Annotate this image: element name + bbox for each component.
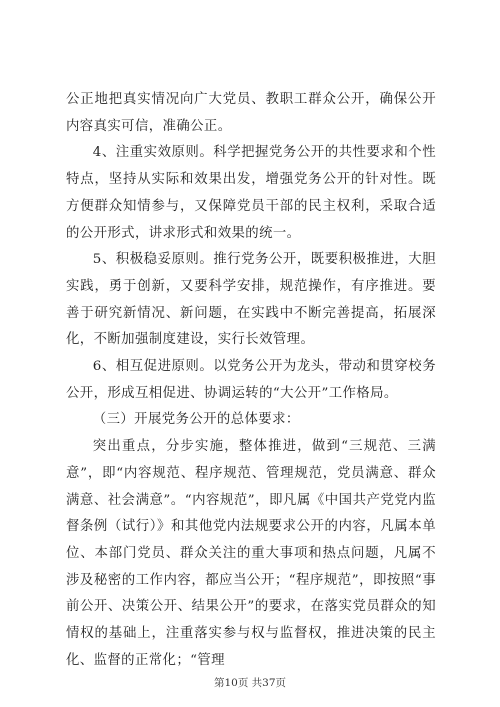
paragraph-overall-requirements: 突出重点，分步实施，整体推进，做到“三规范、三满意”，即“内容规范、程序规范、管理规范，党员满意、群众满意、社会满意”。“内容规范”，即凡属《中国共产党党内监督条例（试行）》和其他党内法规要求公开的内容，凡属本单位、本部门党员、群众关注的重大事项和热点问题，凡属不涉及秘密的工作内容，都应当公开；“程序规范”，即按照“事前公开、决策公开、结果公开”的要求，在落实党员群众的知情权的基础上，注重落实参与权与监督权，推进决策的民主化、监督的正常化；“管理 bbox=[66, 439, 436, 668]
document-body bbox=[66, 87, 436, 674]
paragraph-principle-4: 4、注重实效原则。科学把握党务公开的共性要求和个性特点，坚持从实际和效果出发，增强党务公开的针对性。既方便群众知情参与，又保障党员干部的民主权利，采取合适的公开形式，讲求形式和效果的统一。 bbox=[66, 145, 436, 241]
paragraph-principle-5: 5、积极稳妥原则。推行党务公开，既要积极推进，大胆实践，勇于创新，又要科学安排，规范操作，有序推进。要善于研究新情况、新问题，在实践中不断完善提高，拓展深化，不断加强制度建设，实行长效管理。 bbox=[66, 252, 436, 348]
page-number-footer: 第10页 共37页 bbox=[213, 677, 287, 689]
paragraph-principle-6: 6、相互促进原则。以党务公开为龙头，带动和贯穿校务公开，形成互相促进、协调运转的“大公开”工作格局。 bbox=[66, 359, 436, 401]
section-heading-overall-requirements: （三）开展党务公开的总体要求： bbox=[92, 412, 300, 428]
paragraph-continuation: 公正地把真实情况向广大党员、教职工群众公开，确保公开内容真实可信，准确公正。 bbox=[66, 92, 436, 134]
